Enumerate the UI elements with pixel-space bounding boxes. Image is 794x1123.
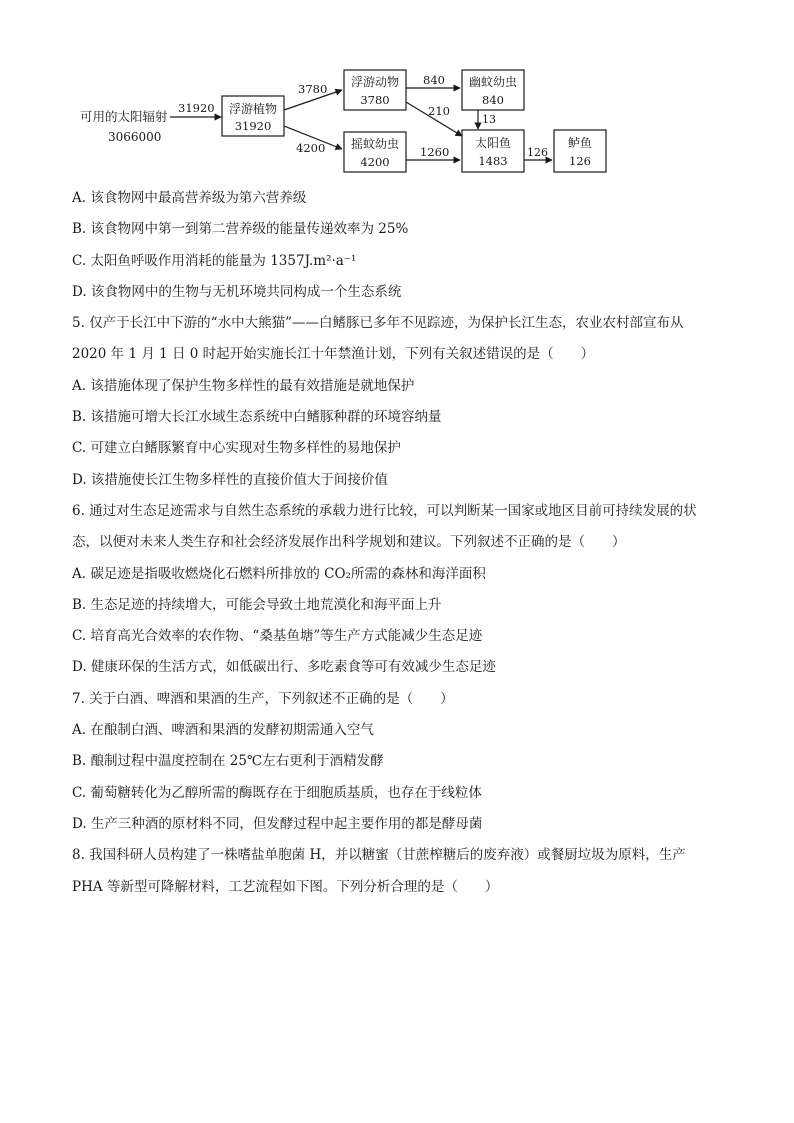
q6-option-c: C. 培育高光合效率的农作物、“桑基鱼塘”等生产方式能减少生态足迹 xyxy=(72,628,483,645)
q6-stem-line1: 6. 通过对生态足迹需求与自然生态系统的承载力进行比较，可以判断某一国家或地区目前可持续发展的状 xyxy=(72,502,697,519)
q6-option-d: D. 健康环保的生活方式，如低碳出行、多吃素食等可有效减少生态足迹 xyxy=(72,659,496,676)
node-shrimp-value: 4200 xyxy=(360,155,390,169)
node-phyto-value: 31920 xyxy=(234,119,272,133)
node-shrimp-name: 摇蚊幼虫 xyxy=(350,137,400,151)
q4-option-a: A. 该食物网中最高营养级为第六营养级 xyxy=(72,190,307,206)
q7-option-a: A. 在酿制白酒、啤酒和果酒的发酵初期需通入空气 xyxy=(72,722,374,739)
node-phyto-name: 浮游植物 xyxy=(228,102,278,116)
q6-stem-line2: 态，以便对未来人类生存和社会经济发展作出科学规划和建议。下列叙述不正确的是（ ） xyxy=(72,534,626,551)
q5-option-a: A. 该措施体现了保护生物多样性的最有效措施是就地保护 xyxy=(72,377,415,394)
flow-sunfish-bass: 126 xyxy=(527,146,548,159)
node-bass-name: 鲈鱼 xyxy=(567,136,593,150)
node-sunfish-name: 太阳鱼 xyxy=(474,136,512,150)
source-value: 3066000 xyxy=(108,130,162,144)
flow-larva-sunfish: 13 xyxy=(482,113,496,126)
node-larva-value: 840 xyxy=(482,93,504,107)
q4-option-c: C. 太阳鱼呼吸作用消耗的能量为 1357J.m²·a⁻¹ xyxy=(72,252,357,269)
node-larva-name: 幽蚊幼虫 xyxy=(468,75,518,89)
flow-zoo-larva: 840 xyxy=(423,73,445,87)
q5-stem-line1: 5. 仅产于长江中下游的“水中大熊猫”——白鳍豚已多年不见踪迹，为保护长江生态，农业农村部宣布从 xyxy=(72,315,684,332)
question-content xyxy=(72,188,722,908)
food-web-diagram xyxy=(78,66,608,178)
q5-option-c: C. 可建立白鳍豚繁育中心实现对生物多样性的易地保护 xyxy=(72,440,401,457)
q6-option-b: B. 生态足迹的持续增大，可能会导致土地荒漠化和海平面上升 xyxy=(72,596,442,613)
q4-option-b: B. 该食物网中第一到第二营养级的能量传递效率为 25% xyxy=(72,221,409,238)
flow-sun-phyto: 31920 xyxy=(178,101,215,115)
q5-option-b: B. 该措施可增大长江水域生态系统中白鳍豚种群的环境容纳量 xyxy=(72,409,442,426)
node-zoo-name: 浮游动物 xyxy=(350,75,400,89)
node-zoo-value: 3780 xyxy=(360,93,390,107)
q6-option-a: A. 碳足迹是指吸收燃烧化石燃料所排放的 CO₂所需的森林和海洋面积 xyxy=(72,565,486,582)
flow-shrimp-sunfish: 1260 xyxy=(420,145,450,159)
q7-option-b: B. 酿制过程中温度控制在 25℃左右更利于酒精发酵 xyxy=(72,753,384,770)
source-label: 可用的太阳辐射 xyxy=(80,109,168,124)
q7-option-c: C. 葡萄糖转化为乙醇所需的酶既存在于细胞质基质，也存在于线粒体 xyxy=(72,784,482,801)
flow-zoo-sunfish: 210 xyxy=(428,104,450,118)
q5-stem-line2: 2020 年 1 月 1 日 0 时起开始实施长江十年禁渔计划，下列有关叙述错误的是（ ） xyxy=(72,346,595,363)
q7-stem-line1: 7. 关于白酒、啤酒和果酒的生产，下列叙述不正确的是（ ） xyxy=(72,690,454,707)
node-bass-value: 126 xyxy=(569,154,591,168)
q8-stem-line2: PHA 等新型可降解材料，工艺流程如下图。下列分析合理的是（ ） xyxy=(72,878,499,895)
q7-option-d: D. 生产三种酒的原材料不同，但发酵过程中起主要作用的都是酵母菌 xyxy=(72,815,483,832)
food-web-svg xyxy=(78,66,608,178)
q8-stem-line1: 8. 我国科研人员构建了一株嗜盐单胞菌 H，并以糖蜜（甘蔗榨糖后的废弃液）或餐厨垃圾为原料，生产 xyxy=(72,847,686,864)
flow-phyto-zoo: 3780 xyxy=(298,82,328,96)
q5-option-d: D. 该措施使长江生物多样性的直接价值大于间接价值 xyxy=(72,471,388,488)
q4-option-d: D. 该食物网中的生物与无机环境共同构成一个生态系统 xyxy=(72,283,402,300)
node-sunfish-value: 1483 xyxy=(478,154,508,168)
flow-phyto-shrimp: 4200 xyxy=(296,141,326,155)
